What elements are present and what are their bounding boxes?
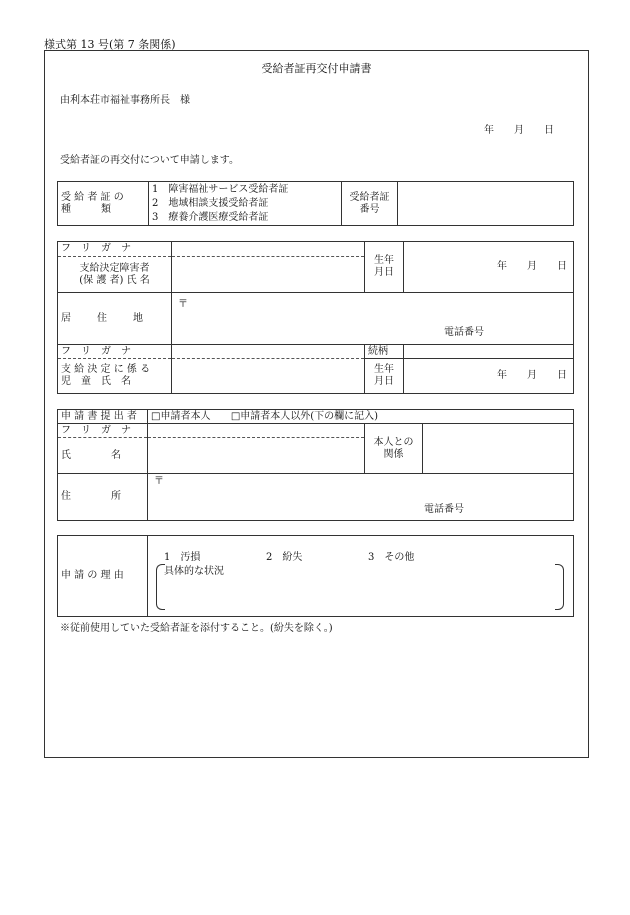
reason-option-other[interactable]: 3 その他	[368, 552, 415, 563]
reason-label: 申 請 の 理 由	[58, 536, 148, 617]
reason-detail-field[interactable]	[164, 580, 554, 606]
applicant-furigana-field[interactable]	[148, 424, 365, 438]
cert-option-1[interactable]: 1 障害福祉サービス受給者証	[152, 183, 289, 195]
relation-label: 続柄	[365, 345, 404, 359]
child-birth-label-1: 生年	[374, 364, 394, 375]
child-furigana-label: フ リ ガ ナ	[58, 345, 172, 359]
child-furigana-field[interactable]	[172, 345, 365, 359]
form-number: 様式第 13 号(第 7 条関係)	[44, 38, 176, 51]
cert-number-label	[342, 182, 398, 226]
person-birth-field[interactable]: 年 月 日	[404, 242, 574, 293]
child-birth-field[interactable]: 年 月 日	[404, 359, 574, 394]
person-furigana-field[interactable]	[172, 242, 365, 257]
applicant-address-field[interactable]	[148, 474, 574, 521]
applicant-table	[57, 409, 574, 521]
applicant-address-label: 住 所	[58, 474, 148, 521]
cert-option-2[interactable]: 2 地域相談支援受給者証	[152, 197, 269, 209]
addressee: 由利本荘市福祉事務所長 様	[60, 95, 190, 106]
cert-type-label-1: 受 給 者 証 の	[61, 191, 124, 203]
relation-field[interactable]	[404, 345, 574, 359]
cert-type-label-2: 種 類	[61, 203, 111, 215]
person-phone-label: 電話番号	[444, 327, 484, 338]
person-address-label: 居 住 地	[58, 293, 172, 345]
intro-text: 受給者証の再交付について申請します。	[60, 155, 239, 166]
submitter-label: 申 請 書 提 出 者	[58, 410, 148, 424]
person-name-label	[58, 257, 172, 293]
person-birth-label-1: 生年	[374, 255, 394, 266]
child-name-label-1: 支 給 決 定 に 係 る	[61, 364, 151, 375]
person-furigana-label: フ リ ガ ナ	[58, 242, 172, 257]
child-name-field[interactable]	[172, 359, 365, 394]
submitter-options	[148, 410, 574, 424]
person-name-field[interactable]	[172, 257, 365, 293]
date-line: 年 月 日	[484, 125, 554, 136]
person-name-label-1: 支給決定障害者	[79, 262, 150, 274]
applicant-relation-label	[365, 424, 423, 474]
applicant-furigana-label: フ リ ガ ナ	[58, 424, 148, 438]
child-name-label	[58, 359, 172, 394]
applicant-relation-label-2: 関係	[383, 448, 404, 460]
submitter-other-checkbox[interactable]: □申請者本人以外(下の欄に記入)	[230, 410, 379, 422]
cert-number-label-2: 番号	[359, 203, 380, 215]
applicant-name-field[interactable]	[148, 438, 365, 474]
applicant-name-label: 氏 名	[58, 438, 148, 474]
applicant-relation-label-1: 本人との	[373, 436, 414, 448]
person-birth-label-2: 月日	[374, 267, 394, 278]
right-bracket	[555, 564, 564, 610]
reason-option-soiled[interactable]: 1 汚損	[164, 552, 201, 563]
submitter-self-checkbox[interactable]: □申請者本人	[151, 410, 211, 422]
child-name-label-2: 児 童 氏 名	[61, 376, 131, 387]
child-birth-label-2: 月日	[374, 376, 394, 387]
reason-table	[57, 535, 574, 617]
cert-number-field[interactable]	[398, 182, 574, 226]
child-birth-label	[365, 359, 404, 394]
reason-detail-label: 具体的な状況	[164, 566, 224, 577]
reason-field	[148, 536, 574, 617]
certificate-table	[57, 181, 574, 226]
applicant-relation-field[interactable]	[423, 424, 574, 474]
applicant-postal-mark: 〒	[154, 476, 164, 487]
reason-option-lost[interactable]: 2 紛失	[266, 552, 303, 563]
applicant-phone-label: 電話番号	[424, 504, 464, 515]
person-table	[57, 241, 574, 394]
person-name-label-2: (保 護 者) 氏 名	[79, 274, 150, 286]
person-address-field[interactable]	[172, 293, 574, 345]
cert-option-3[interactable]: 3 療養介護医療受給者証	[152, 211, 269, 223]
person-postal-mark: 〒	[178, 299, 188, 310]
cert-type-options	[149, 182, 342, 226]
form-title: 受給者証再交付申請書	[261, 62, 372, 75]
attachment-note: ※従前使用していた受給者証を添付すること。(紛失を除く。)	[60, 623, 333, 634]
cert-type-label	[58, 182, 149, 226]
person-birth-label	[365, 242, 404, 293]
cert-number-label-1: 受給者証	[349, 191, 390, 203]
